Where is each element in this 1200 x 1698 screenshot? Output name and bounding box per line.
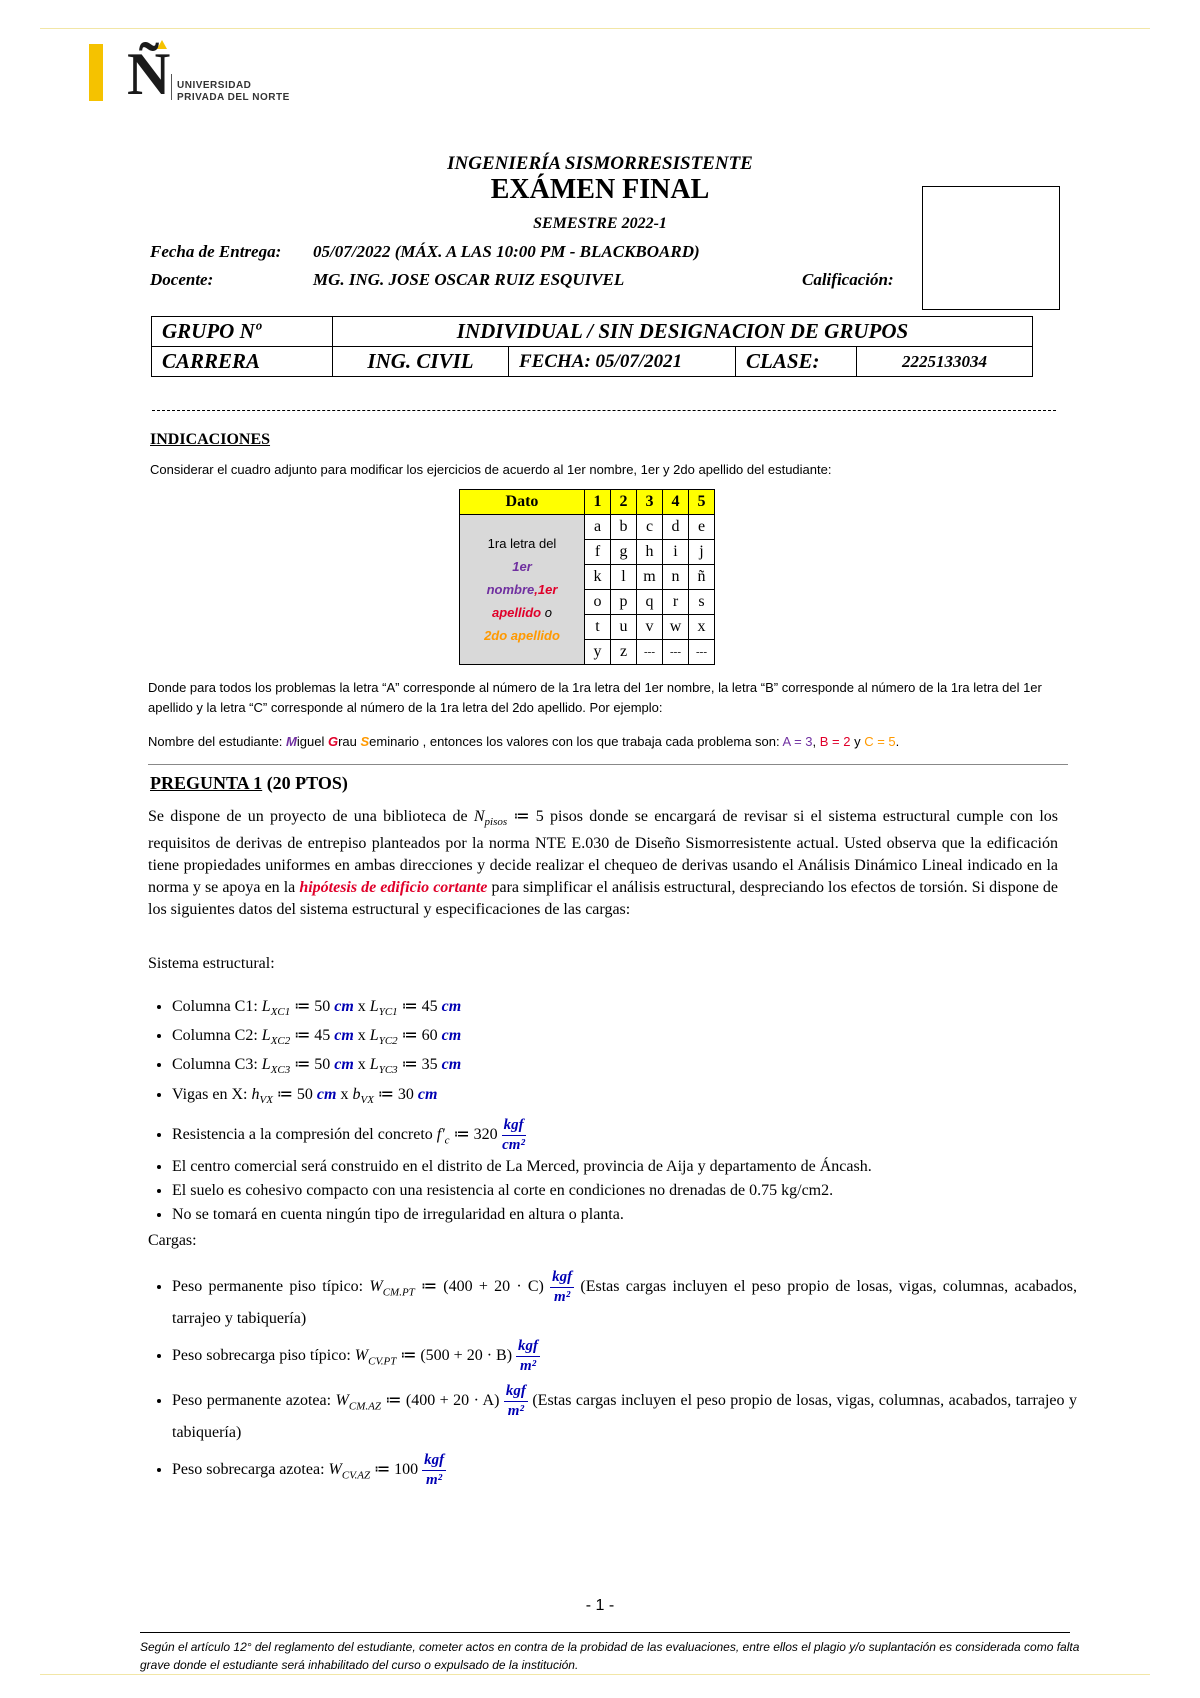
table-header-1: 1 xyxy=(585,490,611,515)
var-sub: XC2 xyxy=(270,1035,291,1048)
load-note: (Estas cargas incluyen el peso propio de losas, vigas, columnas, acabados, tarrajeo y tabiquería) xyxy=(172,1392,1077,1441)
q1-highlight: hipótesis de edificio cortante xyxy=(299,879,488,897)
table-cell: n xyxy=(663,565,689,590)
label-line-f: o xyxy=(544,605,552,620)
example-dot: . xyxy=(895,734,900,749)
table-cell: h xyxy=(637,540,663,565)
unit: cm xyxy=(316,1085,337,1103)
load-var: W xyxy=(369,1278,383,1296)
course-title: INGENIERÍA SISMORRESISTENTE xyxy=(447,153,753,174)
label-line-d: ,1er xyxy=(534,582,558,597)
list-item xyxy=(172,1116,872,1155)
example-line xyxy=(148,734,1068,749)
var-sub: YC1 xyxy=(378,1006,398,1019)
list-item xyxy=(172,1024,872,1053)
fc-sub: c xyxy=(444,1134,450,1147)
structure-list xyxy=(152,995,872,1227)
unit-den: m² xyxy=(507,1403,524,1419)
due-value: 05/07/2022 (MÁX. A LAS 10:00 PM - BLACKBOARD) xyxy=(313,242,700,261)
table-cell: a xyxy=(585,515,611,540)
loads-list xyxy=(152,1268,1077,1490)
logo-line-1: UNIVERSIDAD xyxy=(177,80,252,91)
grade-box[interactable] xyxy=(922,186,1060,310)
load-var: W xyxy=(335,1392,349,1410)
question-1-paragraph xyxy=(148,806,1058,921)
unit-den: m² xyxy=(554,1289,571,1305)
table-cell: r xyxy=(663,590,689,615)
table-header-4: 4 xyxy=(663,490,689,515)
value: ≔ 50 xyxy=(290,1056,335,1074)
label-line-e: apellido xyxy=(492,605,542,620)
load-label: Peso permanente piso típico: xyxy=(172,1278,370,1296)
list-item xyxy=(172,1382,1077,1445)
list-item xyxy=(172,1337,1077,1376)
q1-text-a: Se dispone de un proyecto de una biblioteca de xyxy=(148,808,474,825)
example-iguel: iguel xyxy=(296,734,328,749)
table-cell: i xyxy=(663,540,689,565)
table-cell: u xyxy=(611,615,637,640)
example-g: G xyxy=(327,734,339,749)
q1-text-b: pisos donde se encargará de revisar si el sistema estructural cumple con los requisitos de derivas de entrepiso planteados por la norma NTE E.030 de Diseño Sismorresistente actual. Usted observa que la edificación tiene propiedades uniformes en ambas direcciones y decide realizar el chequeo de derivas usando el Análisis Dinámico Lineal indicado en la norma y se apoya en la xyxy=(148,808,1059,897)
times: x xyxy=(353,1056,370,1074)
var: L xyxy=(261,998,271,1015)
group-table xyxy=(151,316,1033,377)
structural-system-label: Sistema estructural: xyxy=(148,955,275,972)
table-cell: g xyxy=(611,540,637,565)
table-cell: o xyxy=(585,590,611,615)
npisos-sub: pisos xyxy=(484,816,508,829)
label-line-b: 1er xyxy=(512,559,532,574)
section-divider xyxy=(148,764,1068,765)
unit-den: cm² xyxy=(502,1136,525,1153)
table-cell: l xyxy=(611,565,637,590)
var-sub: VX xyxy=(360,1093,374,1106)
unit-num: kgf xyxy=(502,1116,526,1136)
table-row-label xyxy=(460,515,585,665)
question-1-title: PREGUNTA 1 xyxy=(150,773,263,793)
item-name: Columna C2: xyxy=(172,1027,262,1045)
dashed-divider xyxy=(152,410,1056,411)
unit: cm xyxy=(417,1085,438,1103)
load-sub: CM.PT xyxy=(382,1286,415,1299)
table-cell: s xyxy=(689,590,715,615)
value: ≔ 35 xyxy=(397,1056,442,1074)
var: L xyxy=(369,998,379,1015)
q1-text-c: para simplificar el análisis estructural, despreciando los efectos de torsión. Si dispone de los siguientes datos del sistema estructural y especificaciones de las cargas: xyxy=(148,879,1059,919)
footer-note: Según el artículo 12° del reglamento del estudiante, cometer actos en contra de la probidad de las evaluaciones, entre ellos el plagio y/o suplantación es considerada como falta grave donde el estudiante será inhabilitado del curso o expulsado de la institución. xyxy=(140,1640,1080,1672)
value: ≔ 50 xyxy=(272,1085,317,1103)
example-b: B = 2 xyxy=(819,734,851,749)
var: h xyxy=(251,1085,260,1103)
career-label: CARRERA xyxy=(152,347,333,377)
top-rule xyxy=(40,28,1150,29)
teacher-label: Docente: xyxy=(150,270,214,289)
grade-label: Calificación: xyxy=(802,270,894,289)
times: x xyxy=(353,998,370,1015)
table-cell: x xyxy=(689,615,715,640)
var: L xyxy=(261,1027,271,1045)
university-logo-text xyxy=(177,80,290,104)
times: x xyxy=(336,1085,353,1103)
class-value: 2225133034 xyxy=(857,347,1033,377)
value: ≔ 50 xyxy=(290,998,335,1015)
load-unit xyxy=(422,1451,446,1490)
list-item xyxy=(172,1451,1077,1490)
table-cell: z xyxy=(611,640,637,665)
load-expr: ≔ (400 + 20 · A) xyxy=(380,1392,504,1410)
load-note: (Estas cargas incluyen el peso propio de losas, vigas, columnas, acabados, tarrajeo y tabiquería) xyxy=(172,1278,1078,1327)
load-sub: CV.PT xyxy=(368,1355,397,1368)
list-item: • El centro comercial será construido en el distrito de La Merced, provincia de Aija y departamento de Áncash. xyxy=(172,1155,872,1179)
example-m: M xyxy=(286,734,297,749)
load-sub: CM.AZ xyxy=(348,1400,381,1413)
table-header-3: 3 xyxy=(637,490,663,515)
load-unit xyxy=(504,1382,528,1421)
due-label: Fecha de Entrega: xyxy=(150,242,282,261)
unit: cm xyxy=(441,998,462,1015)
unit: cm xyxy=(441,1027,462,1045)
var-sub: XC1 xyxy=(270,1006,291,1019)
unit: cm xyxy=(441,1056,462,1074)
table-cell: f xyxy=(585,540,611,565)
date-cell: FECHA: 05/07/2021 xyxy=(509,347,736,377)
table-cell: t xyxy=(585,615,611,640)
value: ≔ 60 xyxy=(397,1027,442,1045)
where-paragraph: Donde para todos los problemas la letra “A” corresponde al número de la 1ra letra del 1er nombre, la letra “B” corresponde al número de la 1ra letra del 1er apellido y la letra “C” corresponde al número de la 1ra letra del 2do apellido. Por ejemplo: xyxy=(148,680,1042,715)
page-number: - 1 - xyxy=(585,1597,615,1614)
unit-den: m² xyxy=(519,1358,537,1374)
value: ≔ 45 xyxy=(397,998,442,1015)
table-cell: --- xyxy=(663,640,689,665)
list-item xyxy=(172,1053,872,1082)
table-cell: w xyxy=(663,615,689,640)
example-mid: , entonces los valores con los que trabaja cada problema son: xyxy=(419,734,783,749)
example-y: y xyxy=(850,734,865,749)
npisos-val: ≔ 5 xyxy=(507,808,544,825)
example-s: S xyxy=(360,734,370,749)
item-name: Columna C1: xyxy=(172,998,262,1015)
loads-label: Cargas: xyxy=(148,1232,197,1249)
list-item xyxy=(172,1083,872,1112)
class-label: CLASE: xyxy=(736,347,857,377)
table-cell: c xyxy=(637,515,663,540)
unit: cm xyxy=(334,998,354,1015)
example-prefix: Nombre del estudiante: xyxy=(148,734,287,749)
load-var: W xyxy=(328,1461,342,1479)
table-cell: q xyxy=(637,590,663,615)
label-line-a: 1ra letra del xyxy=(487,536,557,551)
table-cell: d xyxy=(663,515,689,540)
list-item: • El suelo es cohesivo compacto con una resistencia al corte en condiciones no drenadas de 0.75 kg/cm2. xyxy=(172,1179,872,1203)
group-value: INDIVIDUAL / SIN DESIGNACION DE GRUPOS xyxy=(333,317,1033,347)
load-label: Peso sobrecarga piso típico: xyxy=(172,1347,355,1365)
table-cell: b xyxy=(611,515,637,540)
example-c: C = 5 xyxy=(864,734,896,749)
list-item: • No se tomará en cuenta ningún tipo de irregularidad en altura o planta. xyxy=(172,1203,872,1227)
var: L xyxy=(369,1027,379,1045)
table-cell: k xyxy=(585,565,611,590)
label-line-c: nombre xyxy=(486,582,535,597)
unit-num: kgf xyxy=(504,1382,528,1402)
load-expr: ≔ 100 xyxy=(370,1461,423,1479)
label-line-g: 2do apellido xyxy=(484,628,560,643)
table-cell: v xyxy=(637,615,663,640)
example-comma: , xyxy=(812,734,820,749)
career-value: ING. CIVIL xyxy=(333,347,509,377)
load-expr: ≔ (500 + 20 · B) xyxy=(396,1347,517,1365)
load-label: Peso permanente azotea: xyxy=(172,1392,336,1410)
logo-bar xyxy=(89,44,103,101)
unit-num: kgf xyxy=(516,1337,540,1357)
table-header-5: 5 xyxy=(689,490,715,515)
table-header-2: 2 xyxy=(611,490,637,515)
indications-title: INDICACIONES xyxy=(150,431,271,448)
table-cell: y xyxy=(585,640,611,665)
load-expr: ≔ (400 + 20 · C) xyxy=(414,1278,551,1296)
fc-unit xyxy=(502,1116,526,1155)
indications-intro: Considerar el cuadro adjunto para modificar los ejercicios de acuerdo al 1er nombre, 1er y 2do apellido del estudiante: xyxy=(150,462,832,477)
unit-num: kgf xyxy=(422,1451,446,1471)
npisos-var: N xyxy=(473,808,485,825)
example-eminario: eminario xyxy=(369,734,420,749)
load-unit xyxy=(550,1268,574,1307)
unit-num: kgf xyxy=(550,1268,574,1288)
item-name: Columna C3: xyxy=(172,1056,262,1074)
var: L xyxy=(369,1056,379,1074)
table-cell: --- xyxy=(689,640,715,665)
table-cell: e xyxy=(689,515,715,540)
load-unit xyxy=(516,1337,540,1376)
table-header-dato: Dato xyxy=(460,490,585,515)
load-var: W xyxy=(354,1347,369,1365)
letter-number-table xyxy=(459,489,715,665)
logo-n-icon: Ñ xyxy=(127,41,171,107)
semester-label: SEMESTRE 2022-1 xyxy=(533,215,667,232)
table-cell: --- xyxy=(637,640,663,665)
times: x xyxy=(353,1027,370,1045)
footer-rule xyxy=(140,1632,1070,1633)
unit: cm xyxy=(334,1056,354,1074)
item-name: Vigas en X: xyxy=(172,1085,252,1103)
teacher-value: MG. ING. JOSE OSCAR RUIZ ESQUIVEL xyxy=(313,270,625,289)
var: b xyxy=(352,1085,361,1103)
value: ≔ 45 xyxy=(290,1027,335,1045)
logo-line-2: PRIVADA DEL NORTE xyxy=(177,92,290,103)
unit-den: m² xyxy=(426,1472,443,1488)
table-cell: j xyxy=(689,540,715,565)
exam-title: EXÁMEN FINAL xyxy=(490,174,710,205)
fc-var: f' xyxy=(436,1125,445,1143)
var-sub: YC3 xyxy=(378,1064,398,1077)
table-cell: ñ xyxy=(689,565,715,590)
var-sub: XC3 xyxy=(270,1064,291,1077)
var-sub: YC2 xyxy=(378,1035,398,1048)
value: ≔ 30 xyxy=(373,1085,418,1103)
example-rau: rau xyxy=(338,734,361,749)
question-1-points: (20 PTOS) xyxy=(266,773,348,793)
unit: cm xyxy=(334,1027,354,1045)
fc-text: Resistencia a la compresión del concreto xyxy=(172,1125,437,1143)
list-item xyxy=(172,995,872,1024)
question-1-heading xyxy=(150,773,348,794)
list-item xyxy=(172,1268,1077,1331)
var-sub: VX xyxy=(259,1093,273,1106)
load-label: Peso sobrecarga azotea: xyxy=(172,1461,329,1479)
var: L xyxy=(261,1056,271,1074)
load-sub: CV.AZ xyxy=(341,1469,371,1482)
example-a: A = 3 xyxy=(782,734,813,749)
table-cell: p xyxy=(611,590,637,615)
group-label: GRUPO Nº xyxy=(152,317,333,347)
logo-divider xyxy=(171,74,172,100)
bottom-rule xyxy=(40,1674,1150,1675)
fc-value: ≔ 320 xyxy=(449,1125,502,1143)
table-cell: m xyxy=(637,565,663,590)
